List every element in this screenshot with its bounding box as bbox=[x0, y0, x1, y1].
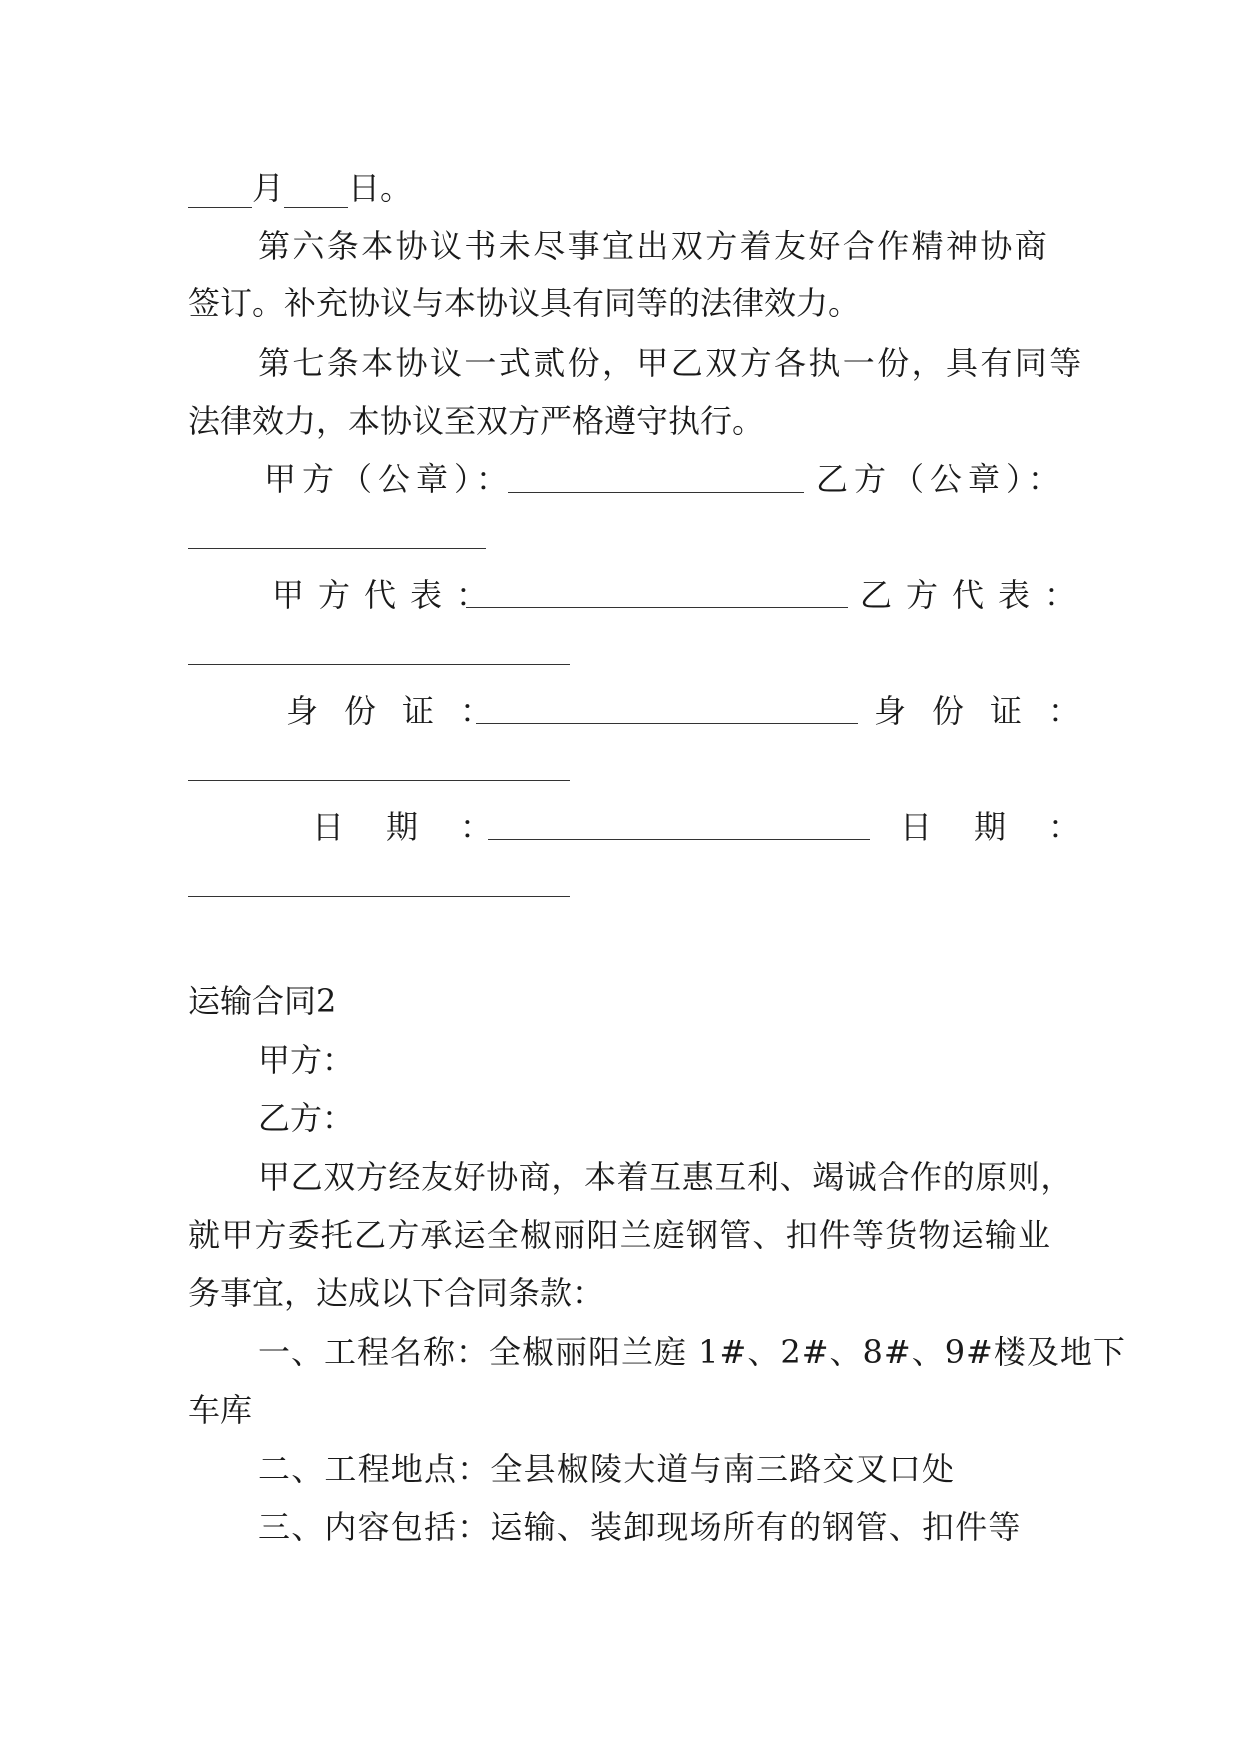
day-label: 日。 bbox=[348, 169, 413, 207]
contract2-party-a: 甲方： bbox=[258, 1041, 355, 1079]
article6-line1: 第六条本协议书未尽事宜出双方着友好合作精神协商 bbox=[258, 227, 1050, 265]
month-label: 月 bbox=[252, 169, 285, 207]
contract2-intro-line2: 就甲方委托乙方承运全椒丽阳兰庭钢管、扣件等货物运输业 bbox=[188, 1216, 1052, 1254]
contract2-item2: 二、工程地点：全县椒陵大道与南三路交叉口处 bbox=[258, 1450, 956, 1488]
month-blank bbox=[188, 179, 252, 208]
id-b-label: 身份证： bbox=[874, 692, 1107, 730]
date-b-underline bbox=[188, 896, 570, 897]
id-b-underline bbox=[188, 780, 570, 781]
contract2-intro-line3: 务事宜，达成以下合同条款： bbox=[188, 1274, 605, 1312]
day-blank bbox=[284, 179, 348, 208]
party-b-rep-label: 乙方代表： bbox=[860, 576, 1091, 614]
party-b-seal-underline bbox=[188, 548, 486, 549]
party-a-rep-label: 甲方代表： bbox=[272, 576, 503, 614]
date-b-label: 日期： bbox=[900, 808, 1123, 846]
article7-line2: 法律效力，本协议至双方严格遵守执行。 bbox=[188, 402, 765, 440]
contract2-item1-line1: 一、工程名称：全椒丽阳兰庭 1#、2#、8#、9#楼及地下 bbox=[258, 1333, 1126, 1371]
party-b-seal-label: 乙方（公章）： bbox=[816, 460, 1067, 498]
party-a-seal-label: 甲方（公章）： bbox=[264, 460, 515, 498]
article7-line1: 第七条本协议一式贰份，甲乙双方各执一份，具有同等 bbox=[258, 344, 1084, 382]
article6-line2: 签订。补充协议与本协议具有同等的法律效力。 bbox=[188, 284, 861, 322]
contract2-intro-line1: 甲乙双方经友好协商，本着互惠互利、竭诚合作的原则， bbox=[258, 1158, 1074, 1196]
id-a-label: 身份证： bbox=[286, 692, 519, 730]
contract2-party-b: 乙方： bbox=[258, 1099, 355, 1137]
party-a-seal-underline bbox=[508, 492, 804, 493]
date-a-underline bbox=[488, 839, 870, 840]
date-a-label: 日期： bbox=[312, 808, 535, 846]
contract2-item3: 三、内容包括：运输、装卸现场所有的钢管、扣件等 bbox=[258, 1508, 1022, 1546]
contract2-title: 运输合同2 bbox=[188, 982, 337, 1020]
party-a-rep-underline bbox=[466, 607, 848, 608]
contract2-item1-line2: 车库 bbox=[188, 1391, 253, 1429]
date-tail-line bbox=[188, 168, 1241, 208]
party-b-rep-underline bbox=[188, 664, 570, 665]
id-a-underline bbox=[476, 723, 858, 724]
